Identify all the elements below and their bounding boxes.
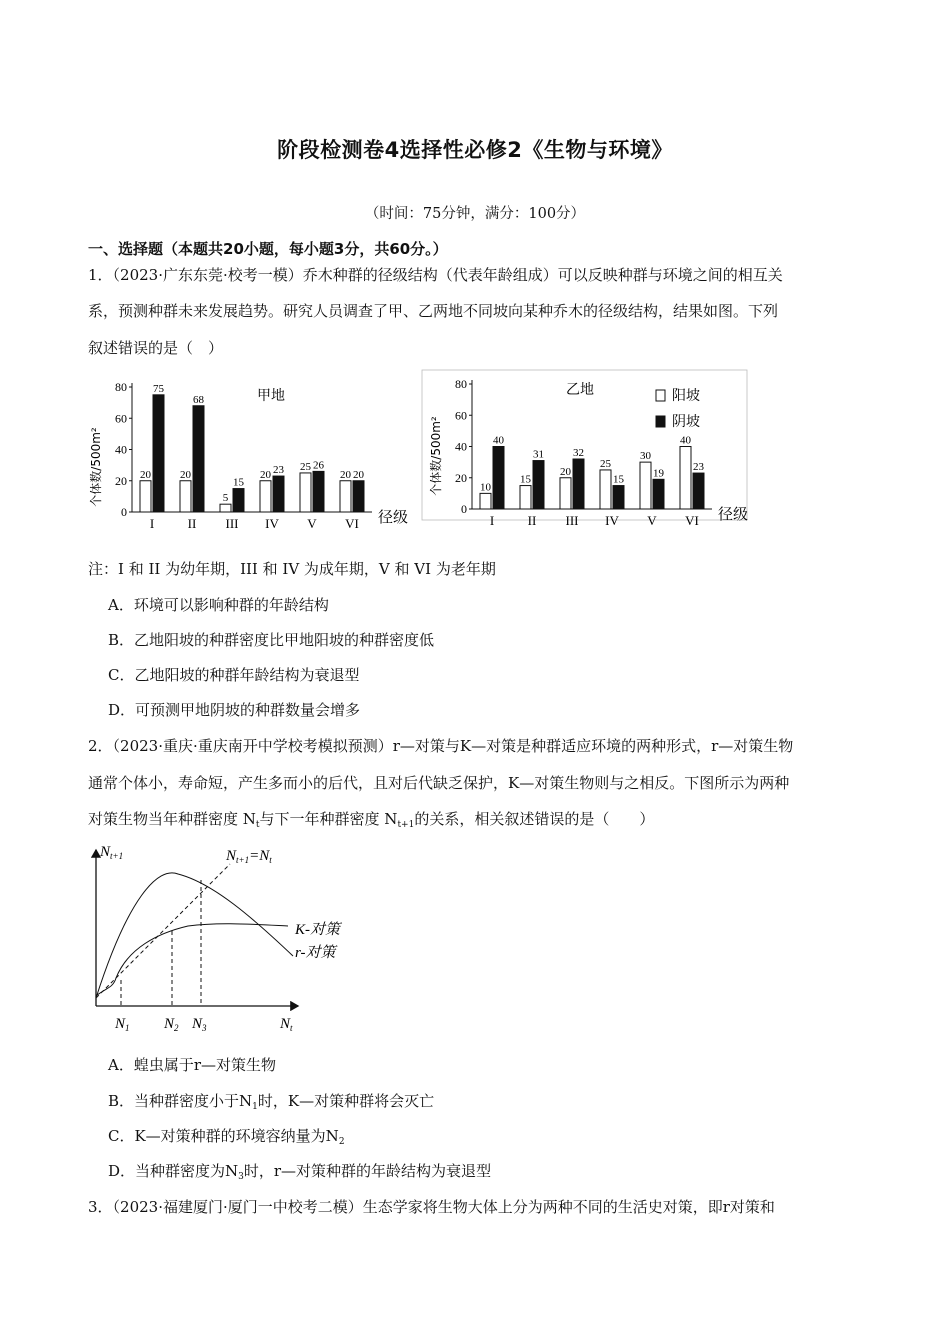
y-tick-label: 80 [455, 377, 467, 391]
bar [153, 395, 164, 512]
data-label: 15 [520, 473, 531, 486]
q1-option-b: B．乙地阳坡的种群密度比甲地阳坡的种群密度低 [108, 631, 435, 649]
section-heading: 一、选择题（本题共20小题，每小题3分，共60分。） [88, 240, 448, 258]
x-tick-label: III [565, 513, 579, 528]
data-label: 40 [680, 434, 691, 447]
r-curve-label: r-对策 [295, 945, 336, 961]
diagonal-label: $N_{t+1}=N_t$ [226, 848, 272, 865]
q1-option-d: D．可预测甲地阴坡的种群数量会增多 [108, 701, 361, 719]
y-tick-label: 40 [455, 439, 467, 454]
q1-option-c: C．乙地阳坡的种群年龄结构为衰退型 [108, 666, 360, 684]
bar [353, 481, 364, 512]
data-label: 20 [353, 468, 364, 481]
chart-jia [88, 372, 418, 532]
y-axis-label: 个体数/500m² [89, 427, 103, 507]
data-label: 23 [693, 461, 704, 474]
k-strategy-curve [96, 873, 293, 998]
bar [273, 476, 284, 512]
legend-label: 阳坡 [672, 388, 700, 404]
x-tick-label: I [489, 513, 495, 528]
bar [600, 470, 611, 509]
y-axis-label: $N_{t+1}$ [100, 844, 124, 861]
r-strategy-curve [96, 924, 288, 996]
y-tick-label: 20 [455, 470, 467, 485]
data-label: 23 [273, 464, 284, 477]
data-label: 15 [613, 473, 624, 486]
n1-label: $N_1$ [115, 1016, 130, 1033]
bar [300, 473, 311, 512]
q2-line-2: 通常个体小，寿命短，产生多而小的后代，且对后代缺乏保护，K—对策生物则与之相反。下图所示为两种 [88, 774, 790, 792]
data-label: 68 [193, 393, 204, 406]
q1-line-3: 叙述错误的是（ ） [88, 339, 224, 357]
bar [573, 459, 584, 509]
q1-option-a: A．环境可以影响种群的年龄结构 [108, 596, 329, 614]
bar [640, 462, 651, 509]
x-tick-label: II [187, 516, 197, 531]
data-label: 15 [233, 476, 244, 489]
y-tick-label: 60 [115, 411, 127, 426]
page-title: 阶段检测卷4选择性必修2《生物与环境》 [277, 138, 673, 162]
data-label: 20 [260, 468, 271, 481]
data-label: 25 [600, 457, 611, 470]
q1-line-2: 系，预测种群未来发展趋势。研究人员调查了甲、乙两地不同坡向某种乔木的径级结构，结果如图。下列 [88, 302, 779, 320]
x-axis-label: 径级 [378, 508, 409, 526]
q2-option-d: D．当种群密度为$N_3$时，r—对策种群的年龄结构为衰退型 [108, 1162, 492, 1182]
q2-option-a: A．蝗虫属于r—对策生物 [108, 1056, 277, 1074]
data-label: 31 [533, 448, 544, 461]
bar [193, 406, 204, 512]
x-tick-label: I [149, 516, 155, 531]
data-label: 75 [153, 382, 164, 395]
exam-info: （时间：75分钟，满分：100分） [364, 206, 586, 222]
q1-line-1: 1．（2023·广东东莞·校考一模）乔木种群的径级结构（代表年龄组成）可以反映种群与环境之间的相互关 [88, 266, 783, 284]
q2-line-1: 2．（2023·重庆·重庆南开中学校考模拟预测）r—对策与K—对策是种群适应环境的两种形式，r—对策生物 [88, 737, 794, 755]
q2-option-b: B．当种群密度小于$N_1$时，K—对策种群将会灭亡 [108, 1092, 435, 1112]
data-label: 30 [640, 450, 651, 463]
x-axis-label: 径级 [718, 505, 749, 523]
bar [693, 473, 704, 509]
data-label: 19 [653, 467, 664, 480]
chart-title: 甲地 [257, 388, 285, 404]
x-tick-label: IV [605, 513, 619, 528]
data-label: 26 [313, 459, 324, 472]
data-label: 10 [480, 481, 491, 494]
data-label: 20 [560, 465, 571, 478]
y-tick-label: 0 [121, 505, 127, 519]
rk-strategy-graph [88, 838, 368, 1038]
bar [180, 481, 191, 512]
data-label: 32 [573, 447, 584, 459]
bar [653, 479, 664, 509]
q2-option-c: C．K—对策种群的环境容纳量为$N_2$ [108, 1127, 345, 1147]
x-tick-label: VI [685, 513, 699, 528]
bar [340, 481, 351, 512]
n3-label: $N_3$ [192, 1016, 207, 1033]
y-tick-label: 80 [115, 380, 127, 394]
x-axis-label: $N_t$ [280, 1016, 293, 1033]
q1-note: 注：I 和 II 为幼年期，III 和 IV 为成年期，V 和 VI 为老年期 [88, 560, 496, 578]
legend-swatch [656, 390, 665, 401]
bar [520, 486, 531, 509]
y-tick-label: 0 [461, 502, 467, 516]
legend-label: 阴坡 [672, 414, 700, 430]
data-label: 20 [180, 468, 191, 481]
x-tick-label: III [225, 516, 239, 531]
bar [260, 481, 271, 512]
data-label: 40 [493, 434, 504, 447]
y-tick-label: 40 [115, 442, 127, 457]
k-curve-label: K-对策 [295, 922, 341, 938]
data-label: 20 [340, 468, 351, 481]
chart-title: 乙地 [566, 382, 594, 398]
x-tick-label: II [527, 513, 537, 528]
x-tick-label: V [647, 513, 657, 528]
bar [680, 447, 691, 510]
bar [613, 486, 624, 509]
bar [533, 461, 544, 509]
chart-yi [420, 366, 755, 532]
data-label: 20 [140, 468, 151, 481]
legend-swatch [656, 416, 665, 427]
x-tick-label: V [307, 516, 317, 531]
y-axis-label: 个体数/500m² [429, 416, 443, 496]
bar [493, 447, 504, 510]
bar [140, 481, 151, 512]
bar [480, 493, 491, 509]
x-tick-label: IV [265, 516, 279, 531]
q2-line-3: 对策生物当年种群密度 $N_t$与下一年种群密度 $N_{t+1}$的关系，相关叙述错误的是（ ） [88, 810, 655, 830]
bar [220, 504, 231, 512]
bar [233, 489, 244, 512]
q3-line-1: 3．（2023·福建厦门·厦门一中校考二模）生态学家将生物大体上分为两种不同的生活史对策，即r对策和 [88, 1198, 775, 1216]
bar [560, 478, 571, 509]
y-tick-label: 60 [455, 408, 467, 423]
bar [313, 471, 324, 512]
n2-label: $N_2$ [164, 1016, 179, 1033]
x-tick-label: VI [345, 516, 359, 531]
data-label: 25 [300, 460, 311, 473]
data-label: 5 [222, 492, 229, 505]
y-tick-label: 20 [115, 473, 127, 488]
